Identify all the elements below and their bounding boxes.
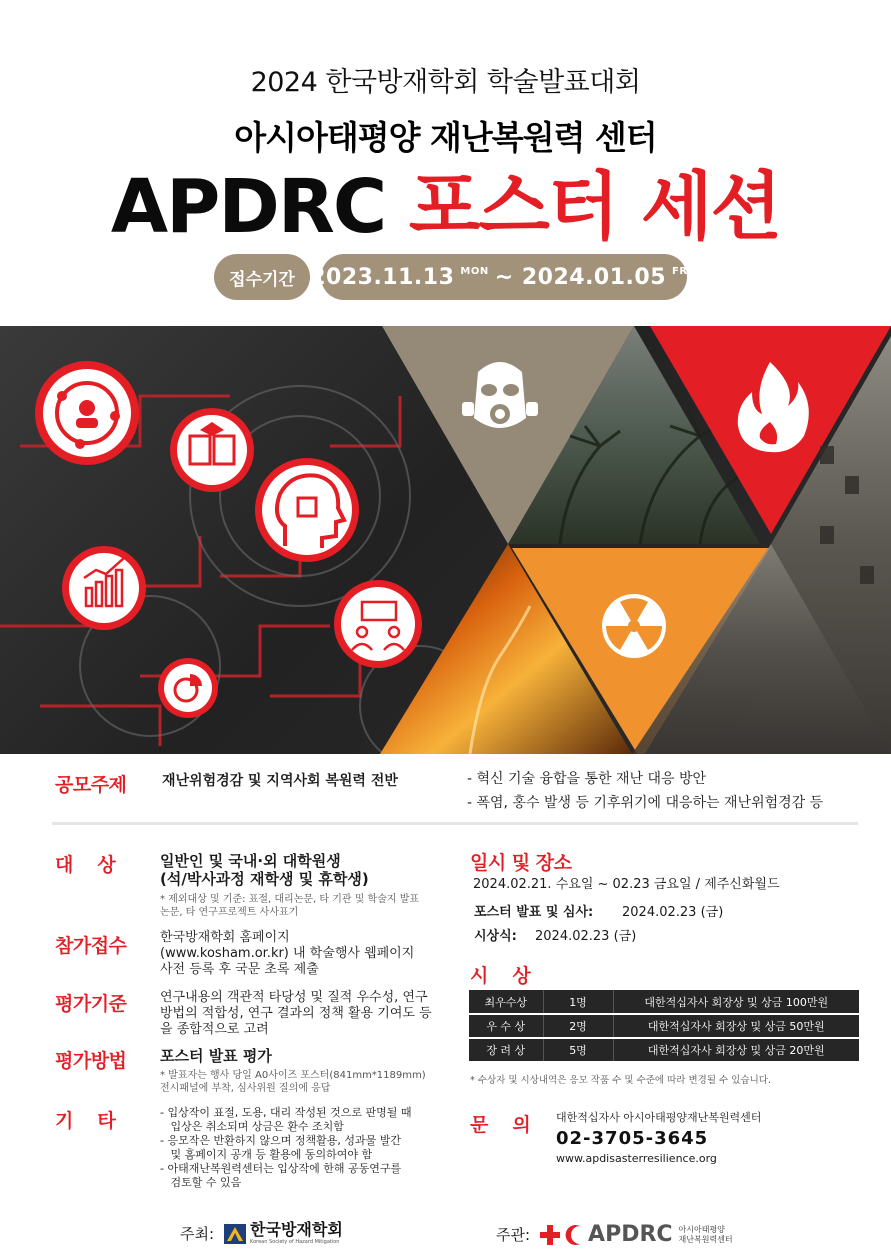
organizer-label: 주관: (496, 1226, 531, 1244)
poster-session-title (0, 148, 891, 254)
event-subtitle: 2024 한국방재학회 학술발표대회 (250, 67, 641, 98)
etc-line-5: - 아태재난복원력센터는 입상작에 한해 공동연구를 (160, 1162, 402, 1175)
network-icon (35, 361, 139, 465)
contact-url[interactable]: www.apdisasterresilience.org (556, 1152, 717, 1165)
poster-session-heading: 포스터 세션 (408, 164, 781, 250)
contact-label: 문 의 (470, 1114, 531, 1136)
apply-label: 참가접수 (55, 935, 127, 957)
prize-reward: 대한적십자사 회장상 및 상금 50만원 (613, 1014, 859, 1038)
prize-reward: 대한적십자사 회장상 및 상금 20만원 (613, 1038, 859, 1062)
prize-count: 5명 (543, 1038, 613, 1062)
contact-phone: 02-3705-3645 (556, 1128, 709, 1149)
target-line-2: (석/박사과정 재학생 및 휴학생) (160, 870, 369, 888)
judging-label: 포스터 발표 및 심사: (474, 905, 594, 920)
etc-line-3: - 응모작은 반환하지 않으며 정책활용, 성과물 발간 (160, 1134, 401, 1147)
apply-line-3: 사전 등록 후 국문 초록 제출 (160, 962, 319, 977)
period-start: 2023.11.13 (310, 264, 455, 290)
prize-rank: 최우수상 (469, 990, 543, 1014)
prize-table (469, 990, 859, 1063)
period-end-day: FRI (672, 265, 692, 277)
host-block (180, 1222, 343, 1245)
host-label: 주최: (180, 1225, 215, 1243)
period-sep: ~ (494, 264, 514, 290)
target-label: 대 상 (55, 854, 116, 876)
etc-label: 기 타 (55, 1110, 116, 1132)
prize-row (469, 990, 859, 1014)
organizer-sub-1: 아시아태평양 (678, 1224, 725, 1234)
prize-row (469, 1038, 859, 1062)
criteria-label: 평가기준 (55, 993, 127, 1015)
prize-note: * 수상자 및 시상내역은 응모 작품 수 및 수준에 따라 변경될 수 있습니다. (470, 1075, 771, 1086)
method-main: 포스터 발표 평가 (160, 1047, 272, 1065)
section-divider (52, 822, 858, 825)
method-note-1: * 발표자는 행사 당일 A0사이즈 포스터(841mm*1189mm) (160, 1070, 426, 1081)
period-date-pill (310, 254, 692, 300)
target-note-2: 논문, 타 연구프로젝트 사사표기 (160, 907, 299, 918)
prize-count: 1명 (543, 990, 613, 1014)
prize-row (469, 1014, 859, 1038)
kosham-logo-icon (224, 1224, 246, 1244)
banner-graphic (0, 326, 891, 754)
apply-line-2: (www.kosham.or.kr) 내 학술행사 웹페이지 (160, 946, 415, 961)
organizer-block (496, 1222, 733, 1247)
target-note-1: * 제외대상 및 기준: 표절, 대리논문, 타 기관 및 학술지 발표 (160, 894, 420, 905)
period-start-day: MON (460, 265, 489, 277)
prize-reward: 대한적십자사 회장상 및 상금 100만원 (613, 990, 859, 1014)
period-end: 2024.01.05 (521, 264, 667, 290)
etc-line-1: - 입상작이 표절, 도용, 대리 작성된 것으로 판명될 때 (160, 1106, 412, 1119)
host-name: 한국방재학회 (250, 1220, 343, 1239)
criteria-line-2: 방법의 적합성, 연구 결과의 정책 활용 기여도 등 (160, 1006, 432, 1021)
method-label: 평가방법 (55, 1050, 127, 1072)
schedule-line: 2024.02.21. 수요일 ~ 02.23 금요일 / 제주신화월드 (473, 877, 780, 892)
apdrc-heading: APDRC (110, 164, 386, 250)
schedule-label: 일시 및 장소 (470, 852, 572, 874)
host-subname: Korean Society of Hazard Mitigation (250, 1239, 340, 1245)
award-ceremony-label: 시상식: (474, 929, 517, 944)
apply-line-1: 한국방재학회 홈페이지 (160, 930, 290, 945)
contact-org: 대한적십자사 아시아태평양재난복원력센터 (556, 1111, 762, 1124)
organizer-name: APDRC (588, 1222, 673, 1247)
prize-count: 2명 (543, 1014, 613, 1038)
award-ceremony-date: 2024.02.23 (금) (535, 929, 637, 944)
theme-label: 공모주제 (55, 774, 127, 796)
etc-line-4: 및 홈페이지 공개 등 활용에 동의하여야 함 (160, 1148, 373, 1161)
red-cross-logo-icon (540, 1223, 584, 1247)
ai-head-icon (255, 458, 359, 562)
discussion-icon (334, 580, 422, 668)
etc-line-2: 입상은 취소되며 상금은 환수 조치함 (160, 1120, 344, 1133)
prize-rank: 우 수 상 (469, 1014, 543, 1038)
center-title: 아시아태평양 재난복원력 센터 (234, 118, 657, 157)
book-icon (170, 408, 254, 492)
target-line-1: 일반인 및 국내·외 대학원생 (160, 852, 341, 870)
judging-date: 2024.02.23 (금) (622, 905, 724, 920)
prize-label: 시 상 (470, 965, 531, 987)
radiation-icon (602, 594, 666, 658)
method-note-2: 전시패널에 부착, 심사위원 질의에 응답 (160, 1083, 331, 1094)
criteria-line-3: 을 종합적으로 고려 (160, 1022, 269, 1037)
hero-banner (0, 326, 891, 754)
theme-bullet-1: - 혁신 기술 융합을 통한 재난 대응 방안 (467, 771, 707, 787)
period-label-pill: 접수기간 (214, 254, 310, 300)
chart-icon (62, 546, 146, 630)
organizer-sub-2: 재난복원력센터 (678, 1234, 733, 1244)
prize-rank: 장 려 상 (469, 1038, 543, 1062)
pie-chart-icon (158, 658, 218, 718)
etc-line-6: 검토할 수 있음 (160, 1176, 242, 1189)
criteria-line-1: 연구내용의 객관적 타당성 및 질적 우수성, 연구 (160, 990, 428, 1005)
theme-bullet-2: - 폭염, 홍수 발생 등 기후위기에 대응하는 재난위험경감 등 (467, 795, 824, 811)
theme-main: 재난위험경감 및 지역사회 복원력 전반 (162, 773, 398, 789)
